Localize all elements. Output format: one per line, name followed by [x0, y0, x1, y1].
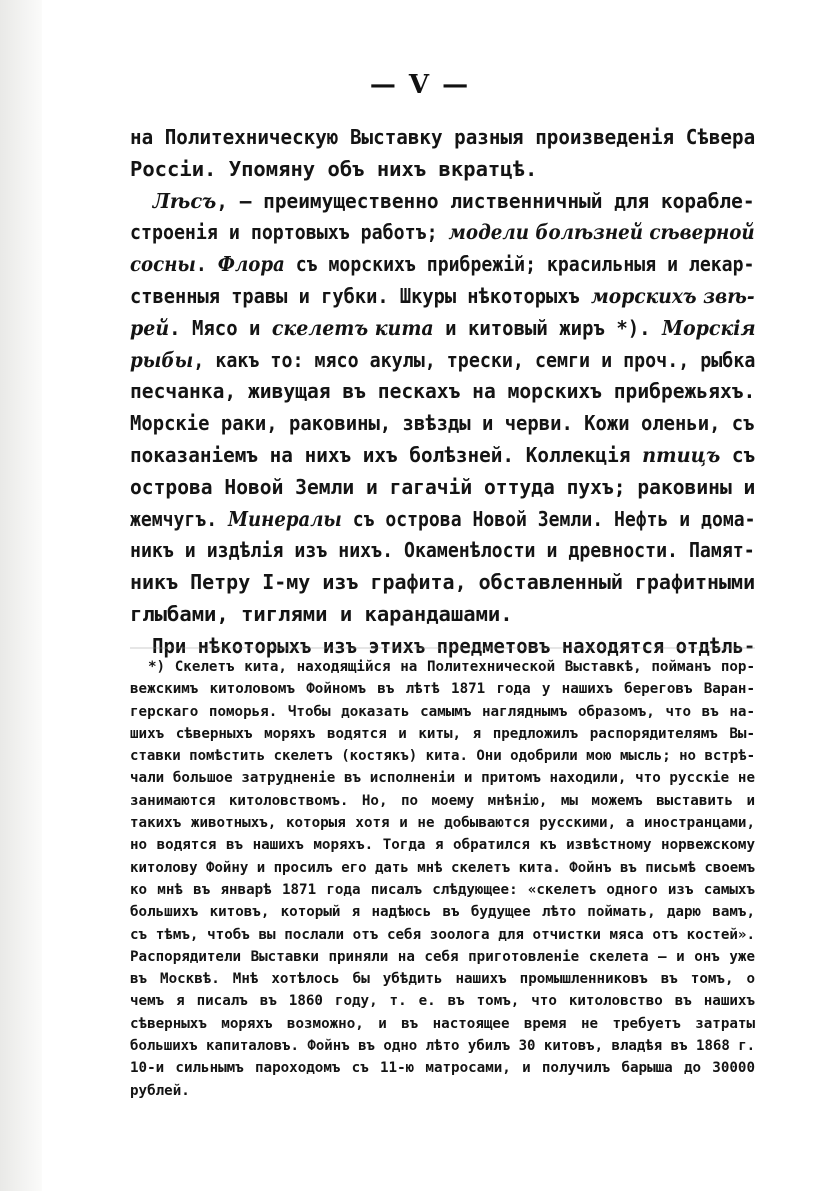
text-line: [130, 345, 756, 377]
text-run: никъ и издѣлія изъ нихъ. Окаменѣлости и древности. Памят-: [130, 538, 755, 563]
text-line: [130, 186, 755, 218]
footnote-line: [130, 946, 755, 968]
text-line: [130, 376, 756, 408]
text-line: [130, 408, 755, 440]
footnote-line: [130, 790, 755, 812]
text-run: и китовый жиръ *).: [433, 315, 663, 340]
text-run: такихъ животныхъ, которыя хотя и не добываются русскими, а иностранцами,: [130, 815, 755, 832]
text-run: Россіи. Упомяну объ нихъ вкратцѣ.: [130, 156, 538, 181]
footnote-line: [130, 924, 755, 946]
footnote-line: [130, 857, 756, 879]
text-run: китолову Фойну и просилъ его дать мнѣ скелетъ кита. Фойнъ въ письмѣ своемъ: [130, 859, 756, 876]
text-run: песчанка, живущая въ пескахъ на морскихъ прибрежьяхъ.: [130, 379, 756, 404]
text-run: занимаются китоловствомъ. Но, по моему мнѣнію, мы можемъ выставить и: [130, 792, 755, 809]
text-run: шихъ сѣверныхъ моряхъ водятся и киты, я предложилъ распорядителямъ Вы-: [130, 725, 755, 742]
text-run: Распорядители Выставки приняли на себя приготовленіе скелета — и онъ уже: [130, 948, 755, 965]
text-run: съ тѣмъ, чтобъ вы послали отъ себя зоолога для отчистки мяса отъ костей».: [130, 926, 755, 943]
text-line: [130, 535, 755, 567]
text-run: 10-и сильнымъ пароходомъ съ 11-ю матросами, и получилъ барыша до 30000: [130, 1060, 755, 1077]
text-run: чемъ я писалъ въ 1860 году, т. е. въ томъ, что китоловство въ нашихъ: [130, 993, 755, 1010]
italic-term: рыбы: [130, 347, 194, 372]
italic-term: сосны: [130, 252, 196, 277]
text-line: [130, 122, 756, 154]
text-run: никъ Петру I-му изъ графита, обставленный графитными: [130, 570, 756, 595]
text-line: [130, 154, 755, 186]
italic-term: скелетъ кита: [271, 315, 434, 340]
footnote-separator: [130, 647, 755, 649]
italic-term: Флора: [217, 252, 285, 277]
text-run: острова Новой Земли и гагачій оттуда пухъ; раковины и: [130, 474, 756, 499]
text-run: съ: [720, 442, 756, 467]
italic-term: Минералы: [227, 506, 342, 531]
text-line: [130, 599, 755, 631]
text-run: рублей.: [130, 1082, 190, 1099]
footnote-line: [130, 745, 756, 767]
footnote-line: [130, 901, 755, 923]
text-run: сѣверныхъ моряхъ возможно, и въ настоящее время не требуетъ затраты: [130, 1015, 755, 1032]
text-run: показаніемъ на нихъ ихъ болѣзней. Коллекція: [130, 442, 643, 467]
footnote-line: [130, 1080, 755, 1102]
text-run: чали большое затрудненіе въ исполненіи и притомъ находили, что русскіе не: [130, 770, 755, 787]
italic-term: Лѣсъ: [152, 188, 217, 213]
page-number: — V —: [369, 70, 471, 100]
italic-term: Морскія: [662, 315, 756, 340]
text-line: [130, 281, 755, 313]
text-run: .: [195, 252, 218, 277]
footnote-line: [130, 701, 755, 723]
text-run: съ острова Новой Земли. Нефть и дома-: [341, 506, 756, 531]
text-run: но водятся въ нашихъ моряхъ. Тогда я обратился къ извѣстному норвежскому: [130, 837, 755, 854]
text-run: съ морскихъ прибрежій; красильныя и лекар-: [284, 252, 755, 277]
text-run: вежскимъ китоловомъ Фойномъ въ лѣтѣ 1871 года у нашихъ береговъ Варан-: [130, 681, 755, 698]
footnote-line: [130, 1013, 755, 1035]
footnote-line: [130, 656, 755, 678]
text-run: , — преимущественно лиственничный для корабле-: [216, 188, 755, 213]
footnote-line: [130, 1057, 755, 1079]
italic-term: птицъ: [642, 442, 721, 467]
italic-term: рей: [130, 315, 170, 340]
text-run: на Политехническую Выставку разныя произведенія Сѣвера: [130, 125, 756, 149]
footnote-line: [130, 723, 755, 745]
italic-term: морскихъ звѣ-: [590, 283, 755, 308]
text-run: въ Москвѣ. Мнѣ хотѣлось бы убѣдить нашихъ промышленниковъ въ томъ, о: [130, 971, 755, 988]
footnote-line: [130, 879, 755, 901]
text-run: , какъ то: мясо акулы, трески, семги и проч., рыбка: [193, 347, 756, 372]
text-line: [130, 313, 756, 345]
text-run: жемчугъ.: [130, 506, 228, 531]
text-run: ставки помѣстить скелетъ (костякъ) кита. Они одобрили мою мысль; но встрѣ-: [130, 748, 756, 765]
footnote-line: [130, 678, 755, 700]
page-gutter-shadow: [0, 0, 42, 1191]
text-run: Морскіе раки, раковины, звѣзды и черви. Кожи оленьи, съ: [130, 411, 755, 436]
text-run: . Мясо и: [169, 315, 272, 340]
text-run: большихъ капиталовъ. Фойнъ въ одно лѣто убилъ 30 китовъ, владѣя въ 1868 г.: [130, 1038, 756, 1055]
italic-term: модели болѣзней сѣверной: [448, 220, 755, 245]
main-text-block: [130, 122, 755, 663]
text-line: [130, 472, 756, 504]
text-run: герскаго поморья. Чтобы доказать самымъ нагляднымъ образомъ, что въ на-: [130, 703, 755, 720]
text-line: [130, 249, 755, 281]
footnote-line: [130, 968, 755, 990]
footnote-line: [130, 1035, 756, 1057]
text-line: [130, 504, 756, 536]
footnote-line: [130, 990, 755, 1012]
text-line: [130, 440, 756, 472]
text-run: большихъ китовъ, который я надѣюсь въ будущее лѣто поймать, дарю вамъ,: [130, 904, 755, 921]
text-line: [130, 567, 756, 599]
text-run: *) Скелетъ кита, находящійся на Политехнической Выставкѣ, пойманъ пор-: [148, 659, 755, 675]
text-run: строенія и портовыхъ работъ;: [130, 220, 449, 245]
text-run: ственныя травы и губки. Шкуры нѣкоторыхъ: [130, 283, 591, 308]
footnote-block: [130, 656, 755, 1102]
text-run: глыбами, тиглями и карандашами.: [130, 601, 513, 626]
footnote-line: [130, 767, 755, 789]
footnote-line: [130, 812, 755, 834]
footnote-line: [130, 834, 755, 856]
text-run: При нѣкоторыхъ изъ этихъ предметовъ находятся отдѣль-: [152, 633, 756, 658]
text-line: [130, 217, 755, 249]
text-run: ко мнѣ въ январѣ 1871 года писалъ слѣдующее: «скелетъ одного изъ самыхъ: [130, 881, 755, 898]
